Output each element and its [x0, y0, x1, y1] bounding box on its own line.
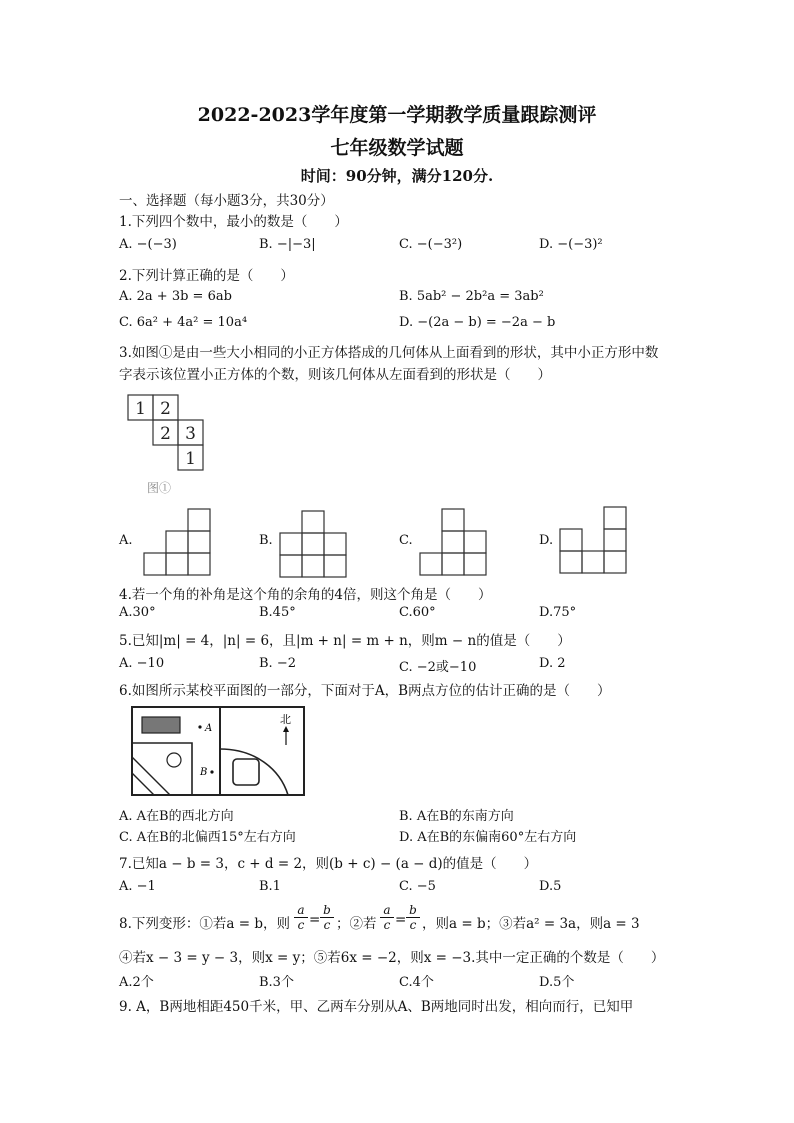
page-title: 2022-2023学年度第一学期教学质量跟踪测评 [197, 104, 597, 126]
q4-option-a: A.30° [119, 605, 156, 620]
q3-option-c-figure [418, 507, 493, 579]
fraction-denominator: c [323, 918, 331, 932]
q5-option-a: A. −10 [119, 656, 165, 671]
q6-school-map [130, 705, 306, 797]
q4-option-b: B.45° [259, 605, 296, 620]
q1-option-c: C. −(−3²) [399, 237, 463, 252]
q7-stem: 7.已知a − b = 3，c + d = 2，则(b + c) − (a − d)的值是（ ） [119, 856, 538, 872]
north-label: 北 [280, 713, 291, 726]
north-arrow-icon [283, 726, 289, 745]
q5-option-d: D. 2 [539, 656, 566, 671]
q7-option-d: D.5 [539, 879, 562, 894]
time-info: 时间：90分钟，满分120分. [300, 167, 494, 185]
q7-option-a: A. −1 [119, 879, 156, 894]
q7-option-c: C. −5 [399, 879, 436, 894]
grid-number: 1 [135, 399, 146, 419]
q8-stem-line2: ④若x − 3 = y − 3，则x = y；⑤若6x = −2，则x = −3.其中一定正确的个数是（ ） [119, 950, 665, 966]
map-circle [167, 753, 181, 767]
q3-option-a-figure [140, 506, 215, 578]
page-subtitle: 七年级数学试题 [330, 137, 464, 159]
fraction-denominator: c [297, 918, 305, 932]
q8-stem-part2: ；②若 [336, 916, 377, 932]
map-building [233, 759, 259, 785]
fraction-denominator: c [409, 918, 417, 932]
q8-fraction-1 [294, 903, 308, 932]
q8-fraction-3 [380, 903, 394, 932]
map-point-b: B [200, 767, 208, 778]
q7-option-b: B.1 [259, 879, 281, 894]
q4-stem: 4.若一个角的补角是这个角的余角的4倍，则这个角是（ ） [119, 587, 492, 603]
q5-option-b: B. −2 [259, 656, 296, 671]
q3-option-d: D. [539, 533, 554, 548]
q5-stem: 5.已知|m| = 4，|n| = 6，且|m + n| = m + n，则m − n的值是（ ） [119, 633, 571, 649]
q3-option-b: B. [259, 533, 273, 548]
map-point-a: A [205, 723, 213, 734]
q3-option-a: A. [119, 533, 133, 548]
q8-option-b: B.3个 [259, 975, 294, 990]
figure-label: 图① [147, 481, 172, 495]
q4-option-c: C.60° [399, 605, 436, 620]
q1-option-d: D. −(−3)² [539, 237, 603, 252]
q2-option-a: A. 2a + 3b = 6ab [119, 289, 232, 304]
q8-stem-part3: ，则a = b；③若a² = 3a，则a = 3 [422, 916, 640, 932]
q6-option-a: A. A在B的西北方向 [119, 809, 234, 824]
q3-stem-line1: 3.如图①是由一些大小相同的小正方体搭成的几何体从上面看到的形状，其中小正方形中数 [119, 345, 659, 361]
q6-option-d: D. A在B的东偏南60°左右方向 [399, 830, 577, 845]
q8-fraction-4 [406, 903, 420, 932]
grid-number: 2 [160, 399, 171, 419]
q3-stem-line2: 字表示该位置小正方体的个数，则该几何体从左面看到的形状是（ ） [119, 367, 551, 383]
q8-stem-part1: 8.下列变形：①若a = b，则 [119, 916, 290, 932]
q1-option-a: A. −(−3) [119, 237, 177, 252]
q1-stem: 1.下列四个数中，最小的数是（ ） [119, 214, 348, 230]
q3-option-d-figure [558, 505, 633, 579]
q1-option-b: B. −|−3| [259, 237, 316, 252]
q5-option-c: C. −2或−10 [399, 660, 477, 675]
map-gray-block [142, 717, 180, 733]
q2-option-c: C. 6a² + 4a² = 10a⁴ [119, 315, 248, 330]
grid-number: 1 [185, 449, 196, 469]
q2-option-b: B. 5ab² − 2b²a = 3ab² [399, 289, 544, 304]
fraction-numerator: b [406, 903, 420, 918]
q8-fraction-2 [320, 903, 334, 932]
q8-option-d: D.5个 [539, 975, 575, 990]
map-curve [220, 749, 288, 795]
q6-stem: 6.如图所示某校平面图的一部分，下面对于A，B两点方位的估计正确的是（ ） [119, 683, 611, 699]
q2-stem: 2.下列计算正确的是（ ） [119, 268, 294, 284]
q9-stem: 9. A，B两地相距450千米，甲、乙两车分别从A、B两地同时出发，相向而行，已知甲 [119, 999, 634, 1015]
grid-number: 2 [160, 424, 171, 444]
q3-figure-top-view [125, 392, 215, 497]
grid-number: 3 [185, 424, 196, 444]
fraction-numerator: b [320, 903, 334, 918]
fraction-numerator: a [380, 903, 394, 918]
fraction-denominator: c [383, 918, 391, 932]
q8-option-c: C.4个 [399, 975, 434, 990]
q6-option-c: C. A在B的北偏西15°左右方向 [119, 830, 296, 845]
q4-option-d: D.75° [539, 605, 577, 620]
section-heading: 一、选择题（每小题3分，共30分） [119, 193, 334, 209]
q3-option-c: C. [399, 533, 413, 548]
q2-option-d: D. −(2a − b) = −2a − b [399, 315, 556, 330]
q6-option-b: B. A在B的东南方向 [399, 809, 514, 824]
q3-option-b-figure [278, 509, 353, 579]
fraction-numerator: a [294, 903, 308, 918]
q8-option-a: A.2个 [119, 975, 154, 990]
